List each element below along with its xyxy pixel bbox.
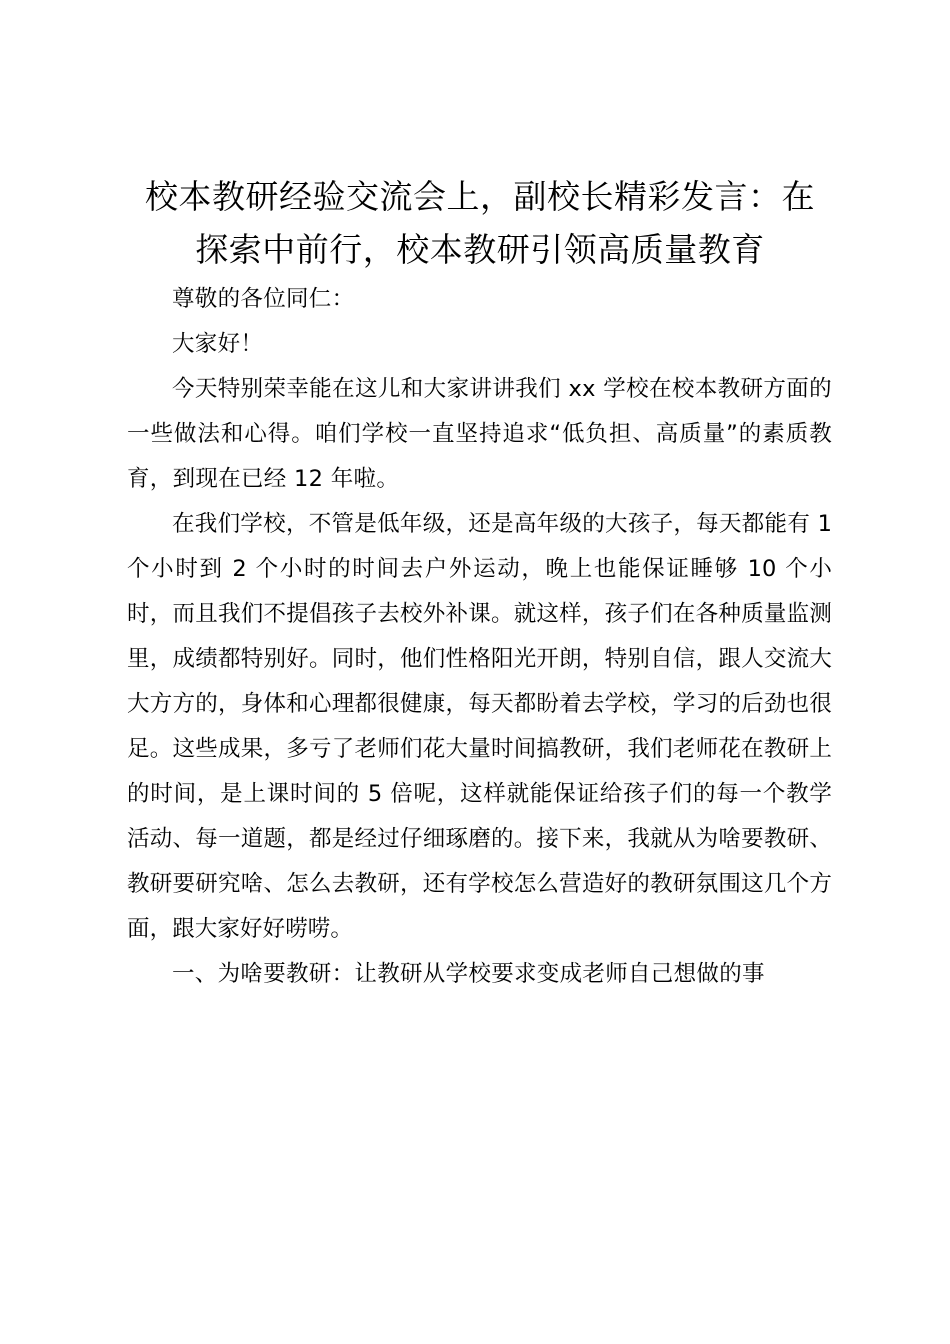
- document-body: [127, 277, 832, 997]
- salutation: 尊敬的各位同仁：: [172, 286, 355, 312]
- title-line-1: 校本教研经验交流会上，副校长精彩发言：在: [145, 177, 815, 216]
- greeting: 大家好！: [172, 331, 264, 357]
- paragraph-intro: 今天特别荣幸能在这儿和大家讲讲我们 xx 学校在校本教研方面的一些做法和心得。咱们学校一直坚持追求“低负担、高质量”的素质教育，到现在已经 12 年啦。: [127, 376, 832, 492]
- document-title: [110, 170, 850, 276]
- title-line-2: 探索中前行，校本教研引领高质量教育: [195, 230, 765, 269]
- section-heading: 一、为啥要教研：让教研从学校要求变成老师自己想做的事: [172, 961, 765, 987]
- paragraph-achievements: 在我们学校，不管是低年级，还是高年级的大孩子，每天都能有 1 个小时到 2 个小时的时间去户外运动，晚上也能保证睡够 10 个小时，而且我们不提倡孩子去校外补课。就这样，孩子们在各种质量监测里，成绩都特别好。同时，他们性格阳光开朗，特别自信，跟人交流大大方方的，身体和心理都很健康，每天都盼着去学校，学习的后劲也很足。这些成果，多亏了老师们花大量时间搞教研，我们老师花在教研上的时间，是上课时间的 5 倍呢，这样就能保证给孩子们的每一个教学活动、每一道题，都是经过仔细琢磨的。接下来，我就从为啥要教研、教研要研究啥、怎么去教研，还有学校怎么营造好的教研氛围这几个方面，跟大家好好唠唠。: [127, 511, 832, 942]
